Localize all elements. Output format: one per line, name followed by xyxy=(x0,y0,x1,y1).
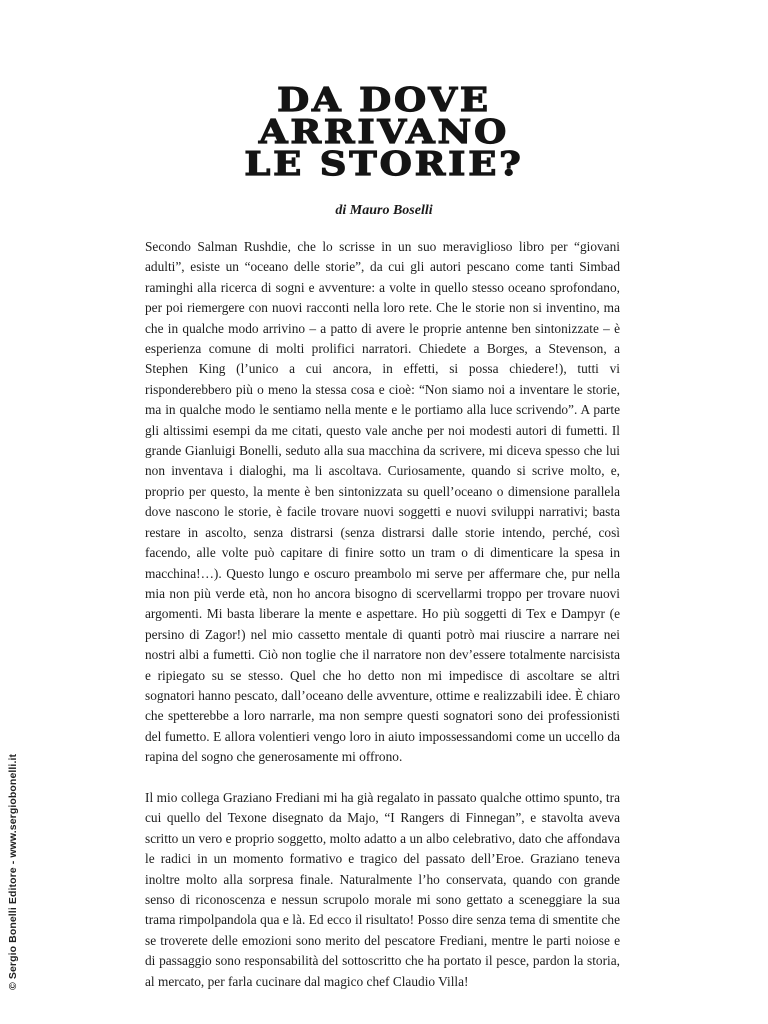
article-body xyxy=(145,237,620,992)
paragraph-2: Il mio collega Graziano Frediani mi ha già regalato in passato qualche ottimo spunto, tra cui quello del Texone disegnato da Majo, “I Rangers di Finnegan”, e stavolta aveva scritto un vero e proprio soggetto, molto adatto a un albo celebrativo, dato che affondava le radici in un momento formativo e tragico del passato dell’Eroe. Graziano teneva inoltre molto alla sorpresa finale. Naturalmente l’ho conservata, quando con grande senso di riconoscenza e nessun scrupolo morale mi sono gettato a sceneggiare la sua trama rimpolpandola qua e là. Ed ecco il risultato! Posso dire senza tema di smentite che se troverete delle emozioni sono merito del pescatore Frediani, mentre le parti noiose e di passaggio sono responsabilità del sottoscritto che ha portato il pesce, pardon la storia, al mercato, per farla cucinare dal magico chef Claudio Villa! xyxy=(145,789,620,989)
copyright-credit: © Sergio Bonelli Editore - www.sergiobonelli.it xyxy=(7,753,19,990)
title-line-1: DA DOVE xyxy=(277,80,491,119)
title-line-3: LE STORIE? xyxy=(244,144,524,183)
article-title xyxy=(0,80,768,183)
title-line-2: ARRIVANO xyxy=(258,112,510,151)
byline: di Mauro Boselli xyxy=(335,203,433,218)
paragraph-1: Secondo Salman Rushdie, che lo scrisse in un suo meraviglioso libro per “giovani adulti”, esiste un “oceano delle storie”, da cui gli autori pescano come tanti Simbad raminghi alla ricerca di sogni e avventure: a volte in quello stesso oceano sprofondano, per poi riemergere con nuovi racconti nella loro rete. Che le storie non si inventino, ma che in qualche modo arrivino – a patto di avere le proprie antenne ben sintonizzate – è esperienza comune di molti prolifici narratori. Chiedete a Borges, a Stevenson, a Stephen King (l’unico a cui ancora, in effetti, si possa chiedere!), tutti vi risponderebbero più o meno la stessa cosa e cioè: “Non siamo noi a inventare le storie, ma in qualche modo le sentiamo nella mente e le portiamo alla luce scrivendo”. A parte gli altissimi esempi da me citati, questo vale anche per noi modesti autori di fumetti. Il grande Gianluigi Bonelli, seduto alla sua macchina da scrivere, mi diceva spesso che lui non inventava i dialoghi, ma li ascoltava. Curiosamente, quando si scrive molto, e, proprio per questo, la mente è ben sintonizzata su quell’oceano o dimensione parallela dove nascono le storie, è facile trovare nuovi soggetti e nuovi sviluppi narrativi; basta restare in ascolto, senza distrarsi (senza distrarsi dalle storie intendo, perché, così facendo, alle volte può capitare di finire sotto un tram o di dimenticare la spesa in macchina!…). Questo lungo e oscuro preambolo mi serve per affermare che, pur nella mia non più verde età, non ho ancora bisogno di scervellarmi troppo per trovare nuovi argomenti. Mi basta liberare la mente e aspettare. Ho più soggetti di Tex e Dampyr (e persino di Zagor!) nel mio cassetto mentale di quanti potrò mai riuscire a narrare nei nostri albi a fumetti. Ciò non toglie che il narratore non dev’essere totalmente narcisista e ripiegato su se stesso. Quel che ho detto non mi impedisce di ascoltare se altri sognatori hanno pescato, dall’oceano delle avventure, ottime e realizzabili idee. È chiaro che spetterebbe a loro narrarle, ma non sempre questi sognatori sono dei professionisti del fumetto. E allora volentieri vengo loro in aiuto impossessandomi come un uccello da rapina del sogno che generosamente mi offrono. xyxy=(145,239,620,765)
